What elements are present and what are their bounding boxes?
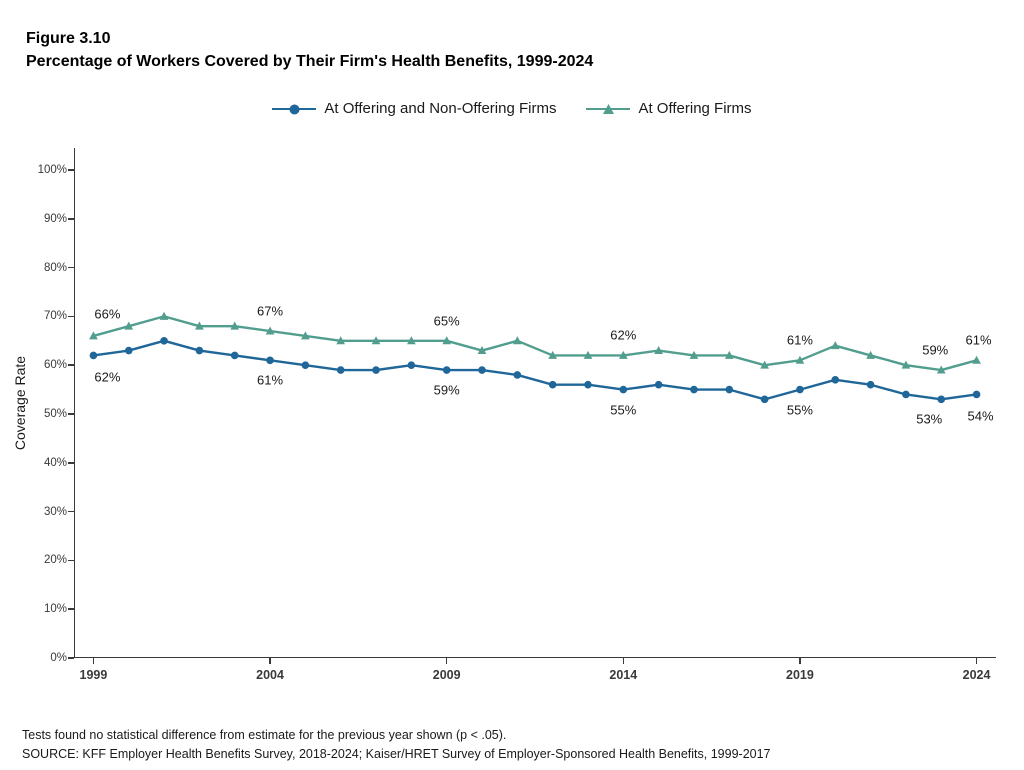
y-axis-tick-mark — [68, 218, 74, 220]
y-axis-tick-mark — [68, 169, 74, 171]
plot-area — [37, 148, 996, 682]
legend-label: At Offering Firms — [638, 100, 752, 117]
x-axis-tick-label: 2014 — [609, 668, 638, 682]
y-axis-title-text: Coverage Rate — [12, 355, 29, 451]
data-point-triangle — [513, 336, 522, 344]
data-point-label: 55% — [610, 402, 637, 418]
data-point-label: 54% — [967, 408, 994, 424]
y-axis-tick-mark — [68, 657, 74, 659]
data-point-circle — [231, 352, 239, 360]
data-point-label: 61% — [786, 332, 813, 348]
series-2 — [89, 312, 981, 374]
data-point-circle — [160, 337, 168, 345]
y-axis-tick-mark — [68, 462, 74, 464]
x-axis-tick-mark — [623, 658, 625, 664]
legend-circle-icon — [272, 102, 316, 116]
y-axis-tick-label: 60% — [43, 359, 67, 372]
legend-item[interactable] — [272, 100, 556, 117]
y-axis-tick-mark — [68, 560, 74, 562]
x-axis-tick-mark — [269, 658, 271, 664]
data-point-circle — [761, 396, 769, 404]
page-title: Percentage of Workers Covered by Their Firm's Health Benefits, 1999-2024 — [26, 53, 594, 70]
data-point-triangle — [972, 356, 981, 364]
y-axis-tick-label: 10% — [43, 603, 67, 616]
y-axis-tick-label: 20% — [43, 554, 67, 567]
x-axis-tick-mark — [799, 658, 801, 664]
data-point-circle — [584, 381, 592, 389]
x-axis-tick-mark — [976, 658, 978, 664]
series-layer — [74, 148, 996, 658]
data-point-circle — [549, 381, 557, 389]
chart-legend — [0, 100, 1024, 117]
data-point-circle — [514, 371, 522, 379]
y-axis-tick-label: 100% — [37, 164, 67, 176]
data-point-circle — [408, 361, 416, 369]
legend-item[interactable] — [586, 100, 751, 117]
x-axis-tick-label: 2019 — [786, 668, 814, 682]
footnotes — [22, 726, 1002, 764]
series-line — [93, 316, 976, 370]
y-axis-tick-label: 70% — [43, 310, 67, 323]
data-point-circle — [796, 386, 804, 394]
data-point-label: 53% — [916, 411, 943, 427]
x-axis-tick-label: 2004 — [256, 668, 284, 682]
chart-header — [26, 28, 593, 74]
data-point-circle — [337, 366, 345, 374]
data-point-label: 59% — [922, 342, 949, 358]
data-point-circle — [831, 376, 839, 384]
y-axis-tick-label: 50% — [43, 408, 67, 420]
x-axis-tick-mark — [446, 658, 448, 664]
data-point-circle — [690, 386, 698, 394]
series-line — [93, 341, 976, 400]
x-axis-tick-label: 2009 — [432, 668, 461, 682]
data-point-circle — [867, 381, 875, 389]
y-axis-tick-mark — [68, 316, 74, 318]
data-point-circle — [478, 366, 486, 374]
figure-number: Figure 3.10 — [26, 30, 111, 47]
data-point-circle — [620, 386, 628, 394]
x-axis-tick-mark — [93, 658, 95, 664]
footnote-text: Tests found no statistical difference from estimate for the previous year shown (p < .05). — [22, 728, 507, 742]
data-point-circle — [902, 391, 910, 399]
data-point-label: 59% — [433, 382, 460, 398]
y-axis-tick-label: 40% — [43, 456, 67, 469]
x-axis-tick-label: 1999 — [79, 668, 108, 682]
data-point-circle — [973, 391, 981, 399]
legend-label: At Offering and Non-Offering Firms — [324, 100, 557, 117]
x-axis-tick-label: 2024 — [962, 668, 991, 682]
y-axis-tick-mark — [68, 413, 74, 415]
y-axis-tick-label: 80% — [43, 261, 67, 274]
data-point-label: 62% — [94, 369, 121, 385]
data-point-circle — [266, 357, 274, 365]
data-point-label: 62% — [610, 327, 637, 343]
data-point-circle — [196, 347, 204, 355]
y-axis-tick-mark — [68, 364, 74, 366]
data-point-label: 61% — [257, 372, 284, 388]
legend-triangle-icon — [586, 102, 630, 116]
data-point-triangle — [831, 341, 840, 349]
y-axis-tick-mark — [68, 511, 74, 513]
data-point-label: 67% — [257, 303, 284, 319]
data-point-circle — [443, 366, 451, 374]
y-axis-tick-label: 0% — [50, 652, 67, 664]
y-axis-tick-mark — [68, 267, 74, 269]
data-point-label: 61% — [965, 332, 992, 348]
y-axis-title — [10, 148, 30, 658]
y-axis-tick-mark — [68, 608, 74, 610]
data-point-circle — [125, 347, 133, 355]
data-point-label: 65% — [433, 313, 460, 329]
data-point-circle — [90, 352, 98, 360]
y-axis-tick-label: 90% — [43, 212, 67, 225]
data-point-circle — [372, 366, 380, 374]
data-point-circle — [302, 361, 310, 369]
data-point-circle — [725, 386, 733, 394]
y-axis-tick-label: 30% — [43, 505, 67, 518]
footnote-text: SOURCE: KFF Employer Health Benefits Survey, 2018-2024; Kaiser/HRET Survey of Employer-Sponsored Health Benefits, 1999-2017 — [22, 747, 771, 761]
data-point-triangle — [160, 312, 169, 320]
data-point-label: 66% — [94, 306, 121, 322]
data-point-label: 55% — [786, 402, 813, 418]
data-point-circle — [937, 396, 945, 404]
data-point-circle — [655, 381, 663, 389]
